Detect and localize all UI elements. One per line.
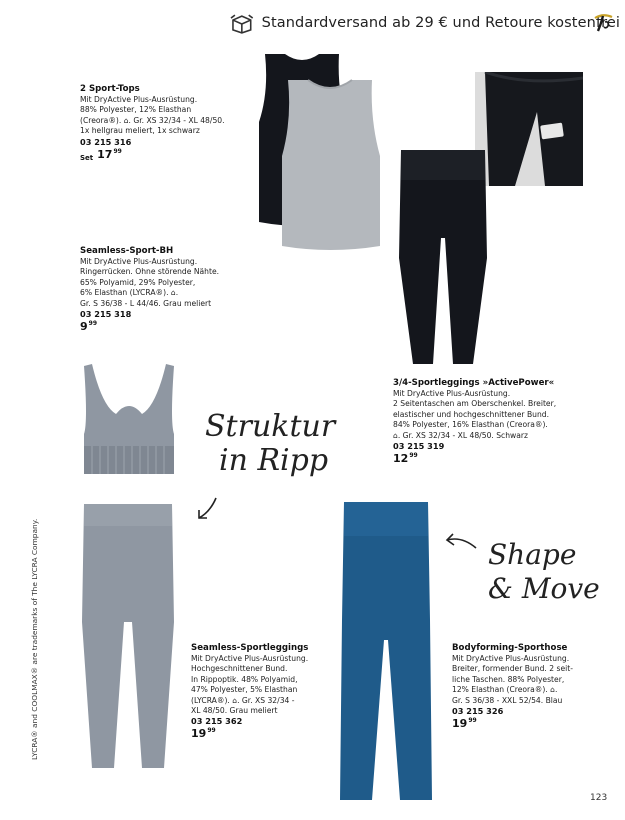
price — [80, 320, 219, 334]
price-cents: 99 — [409, 452, 418, 460]
article-number: 03 215 318 — [80, 309, 132, 320]
article-number: 03 215 319 — [393, 441, 445, 452]
shipping-banner — [230, 10, 620, 36]
price — [191, 727, 308, 741]
product-detail: Hochgeschnittener Bund. — [191, 664, 288, 674]
headline-struktur-line2: in Ripp — [219, 443, 329, 478]
product-detail: Mit DryActive Plus-Ausrüstung. — [80, 95, 198, 104]
product-detail: Mit DryActive Plus-Ausrüstung. — [80, 257, 198, 266]
price-cents: 99 — [113, 147, 122, 155]
headline-shape-line1: Shape — [488, 538, 577, 571]
product-detail: 84% Polyester, 16% Elasthan (Creora®). — [393, 420, 548, 430]
product-title: Seamless-Sportleggings — [191, 643, 309, 653]
price-cents: 99 — [88, 320, 98, 328]
arrow-icon — [444, 532, 478, 552]
headline-shape — [488, 538, 600, 606]
gray-seamless-leggings — [78, 502, 178, 772]
price-euro: 19 — [452, 717, 468, 731]
pocket-detail-photo — [475, 72, 583, 186]
price-cents: 99 — [207, 727, 216, 735]
black-capri-leggings — [395, 148, 491, 366]
gray-tank-top — [280, 78, 382, 256]
product-detail: 1x hellgrau meliert, 1x schwarz — [80, 126, 200, 136]
product-detail: elastischer und hochgeschnittener Bund. — [393, 409, 550, 419]
arrow-icon — [196, 496, 220, 522]
product-title: 3/4-Sportleggings »ActivePower« — [393, 378, 555, 388]
tops-description — [80, 84, 225, 165]
product-detail: 2 Seitentaschen am Oberschenkel. Breiter, — [393, 399, 557, 409]
product-title: Seamless-Sport-BH — [80, 246, 174, 256]
product-detail: 65% Polyamid, 29% Polyester, — [80, 277, 196, 287]
price-cents: 99 — [468, 717, 477, 725]
product-detail: Mit DryActive Plus-Ausrüstung. — [191, 654, 309, 663]
bra-description — [80, 246, 219, 334]
article-number: 03 215 326 — [452, 706, 504, 717]
price — [393, 452, 556, 466]
product-detail: 12% Elasthan (Creora®). ⌂. — [452, 685, 558, 695]
page-number: 123 — [590, 793, 608, 803]
product-detail: Gr. S 36/38 - XXL 52/54. Blau — [452, 695, 563, 705]
price-euro: 9 — [80, 320, 88, 334]
article-number: 03 215 316 — [80, 136, 132, 147]
capri-description — [393, 378, 556, 466]
shipping-box-icon — [230, 12, 254, 34]
trademark-note: LYCRA® and COOLMAX® are trademarks of The LYCRA Company. — [30, 518, 39, 760]
product-detail: Ringerrücken. Ohne störende Nähte. — [80, 267, 220, 277]
price-euro: 19 — [191, 727, 207, 741]
shipping-text: Standardversand ab 29 € und Retoure kostenfrei — [261, 15, 620, 31]
headline-shape-line2: & Move — [488, 572, 600, 605]
product-detail: Mit DryActive Plus-Ausrüstung. — [393, 389, 511, 398]
price-euro: 17 — [97, 147, 113, 161]
product-detail: XL 48/50. Grau meliert — [191, 706, 278, 716]
product-detail: In Rippoptik. 48% Polyamid, — [191, 674, 298, 684]
product-detail: 88% Polyester, 12% Elasthan — [80, 105, 192, 115]
price — [452, 717, 573, 731]
product-detail: 47% Polyester, 5% Elasthan — [191, 685, 298, 695]
blue-flare-pants — [338, 500, 434, 804]
headline-struktur-line1: Struktur — [205, 409, 336, 444]
gray-sports-bra — [82, 362, 176, 476]
price-euro: 12 — [393, 452, 409, 466]
headline-struktur — [205, 410, 335, 478]
product-title: Bodyforming-Sporthose — [452, 643, 568, 653]
product-detail: (Creora®). ⌂. Gr. XS 32/34 - XL 48/50. — [80, 115, 225, 125]
flare-description — [452, 643, 573, 731]
price-prefix: Set — [80, 153, 94, 162]
product-detail: Breiter, formender Bund. 2 seit- — [452, 664, 573, 674]
product-detail: 6% Elasthan (LYCRA®). ⌂. — [80, 288, 179, 298]
brand-logo-icon — [592, 12, 614, 34]
product-detail: ⌂. Gr. XS 32/34 - XL 48/50. Schwarz — [393, 430, 529, 440]
article-number: 03 215 362 — [191, 716, 243, 727]
price — [80, 148, 225, 165]
product-detail: liche Taschen. 88% Polyester, — [452, 674, 565, 684]
product-detail: (LYCRA®). ⌂. Gr. XS 32/34 - — [191, 695, 295, 705]
leggings-description — [191, 643, 308, 741]
product-detail: Mit DryActive Plus-Ausrüstung. — [452, 654, 570, 663]
product-title: 2 Sport-Tops — [80, 84, 140, 94]
product-detail: Gr. S 36/38 - L 44/46. Grau meliert — [80, 298, 212, 308]
